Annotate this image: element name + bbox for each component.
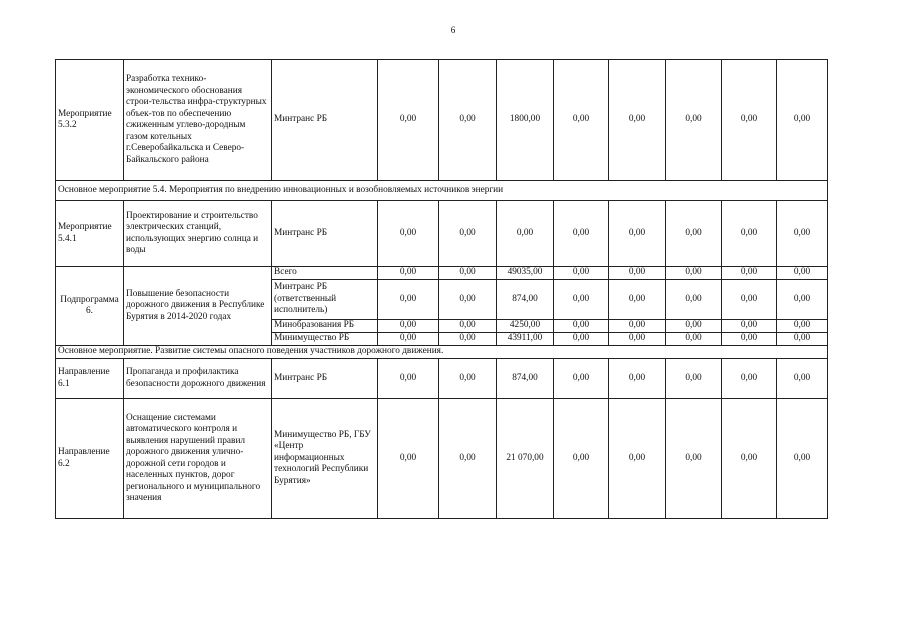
table-row-6-1 — [56, 359, 828, 399]
row-value: 0,00 — [439, 267, 497, 280]
row-value: 0,00 — [722, 60, 777, 181]
row-executor: Минтранс РБ (ответственный исполнитель) — [272, 280, 378, 320]
row-code: Мероприятие 5.3.2 — [56, 60, 124, 181]
row-executor: Минтранс РБ — [272, 359, 378, 399]
row-value: 0,00 — [666, 320, 722, 333]
row-value: 0,00 — [609, 201, 666, 267]
row-value: 0,00 — [722, 201, 777, 267]
row-executor: Минтранс РБ — [272, 201, 378, 267]
row-name: Разработка технико-экономического обоснования строи-тельства инфра-структурных объек-тов по обеспечению сжиженным углево-дородным газом котельных г.Северобайкальска и Северо-Байкальского района — [124, 60, 272, 181]
row-value: 0,00 — [378, 333, 439, 346]
row-value: 0,00 — [439, 399, 497, 519]
row-value: 0,00 — [554, 267, 609, 280]
row-executor: Минимущество РБ — [272, 333, 378, 346]
row-value: 0,00 — [439, 320, 497, 333]
row-value: 0,00 — [378, 359, 439, 399]
page-number: 6 — [450, 25, 456, 35]
row-value: 0,00 — [666, 267, 722, 280]
row-value: 0,00 — [666, 359, 722, 399]
section-row-5-4 — [56, 181, 828, 201]
row-code: Направление 6.2 — [56, 399, 124, 519]
row-value: 0,00 — [609, 267, 666, 280]
row-value: 0,00 — [554, 320, 609, 333]
row-value: 0,00 — [722, 320, 777, 333]
row-value: 21 070,00 — [497, 399, 554, 519]
row-value: 0,00 — [777, 320, 828, 333]
row-value: 0,00 — [439, 280, 497, 320]
row-value: 0,00 — [439, 201, 497, 267]
row-name: Оснащение системами автоматического контроля и выявления нарушений правил дорожного движения улично-дорожной сети городов и населенных пунктов, дорог регионального и муниципального значения — [124, 399, 272, 519]
row-value: 0,00 — [554, 359, 609, 399]
row-name: Проектирование и строительство электрических станций, использующих энергию солнца и воды — [124, 201, 272, 267]
table-row-5-4-1 — [56, 201, 828, 267]
row-value: 0,00 — [722, 399, 777, 519]
table-row-6-2 — [56, 399, 828, 519]
section-title: Основное мероприятие 5.4. Мероприятия по внедрению инновационных и возобновляемых источников энергии — [56, 181, 828, 201]
row-executor: Минобразования РБ — [272, 320, 378, 333]
row-value: 0,00 — [666, 280, 722, 320]
row-executor: Всего — [272, 267, 378, 280]
row-value: 0,00 — [666, 201, 722, 267]
row-name: Повышение безопасности дорожного движения в Республике Бурятия в 2014-2020 годах — [124, 267, 272, 346]
row-value: 0,00 — [609, 333, 666, 346]
budget-table — [55, 59, 828, 519]
row-value: 0,00 — [378, 399, 439, 519]
row-value: 0,00 — [777, 359, 828, 399]
row-value: 0,00 — [777, 267, 828, 280]
row-value: 0,00 — [722, 333, 777, 346]
row-code: Направление 6.1 — [56, 359, 124, 399]
row-value: 0,00 — [609, 320, 666, 333]
row-value: 1800,00 — [497, 60, 554, 181]
row-value: 0,00 — [722, 280, 777, 320]
row-value: 0,00 — [777, 201, 828, 267]
row-value: 0,00 — [378, 267, 439, 280]
row-executor: Минтранс РБ — [272, 60, 378, 181]
row-value: 0,00 — [439, 60, 497, 181]
row-value: 0,00 — [777, 280, 828, 320]
row-value: 0,00 — [378, 280, 439, 320]
row-value: 0,00 — [777, 60, 828, 181]
row-value: 0,00 — [554, 201, 609, 267]
section-title: Основное мероприятие. Развитие системы опасного поведения участников дорожного движения. — [56, 346, 828, 359]
row-value: 0,00 — [439, 359, 497, 399]
row-value: 0,00 — [554, 280, 609, 320]
row-value: 0,00 — [554, 333, 609, 346]
section-row-road-safety — [56, 346, 828, 359]
row-name: Пропаганда и профилактика безопасности дорожного движения — [124, 359, 272, 399]
row-value: 0,00 — [777, 333, 828, 346]
row-value: 4250,00 — [497, 320, 554, 333]
row-code: Подпрограмма 6. — [56, 267, 124, 346]
row-executor: Минимущество РБ, ГБУ «Центр информационных технологий Республики Бурятия» — [272, 399, 378, 519]
table-row-subprogram-6-total — [56, 267, 828, 280]
row-value: 0,00 — [378, 320, 439, 333]
row-code: Мероприятие 5.4.1 — [56, 201, 124, 267]
row-value: 0,00 — [609, 60, 666, 181]
row-value: 0,00 — [722, 359, 777, 399]
row-value: 43911,00 — [497, 333, 554, 346]
row-value: 0,00 — [439, 333, 497, 346]
row-value: 0,00 — [554, 399, 609, 519]
row-value: 0,00 — [497, 201, 554, 267]
row-value: 0,00 — [609, 399, 666, 519]
row-value: 0,00 — [378, 201, 439, 267]
row-value: 0,00 — [666, 333, 722, 346]
row-value: 0,00 — [666, 60, 722, 181]
row-value: 0,00 — [378, 60, 439, 181]
row-value: 0,00 — [609, 280, 666, 320]
row-value: 49035,00 — [497, 267, 554, 280]
table-row-5-3-2 — [56, 60, 828, 181]
row-value: 0,00 — [777, 399, 828, 519]
row-value: 0,00 — [554, 60, 609, 181]
row-value: 0,00 — [722, 267, 777, 280]
row-value: 0,00 — [609, 359, 666, 399]
row-value: 0,00 — [666, 399, 722, 519]
row-value: 874,00 — [497, 280, 554, 320]
row-value: 874,00 — [497, 359, 554, 399]
